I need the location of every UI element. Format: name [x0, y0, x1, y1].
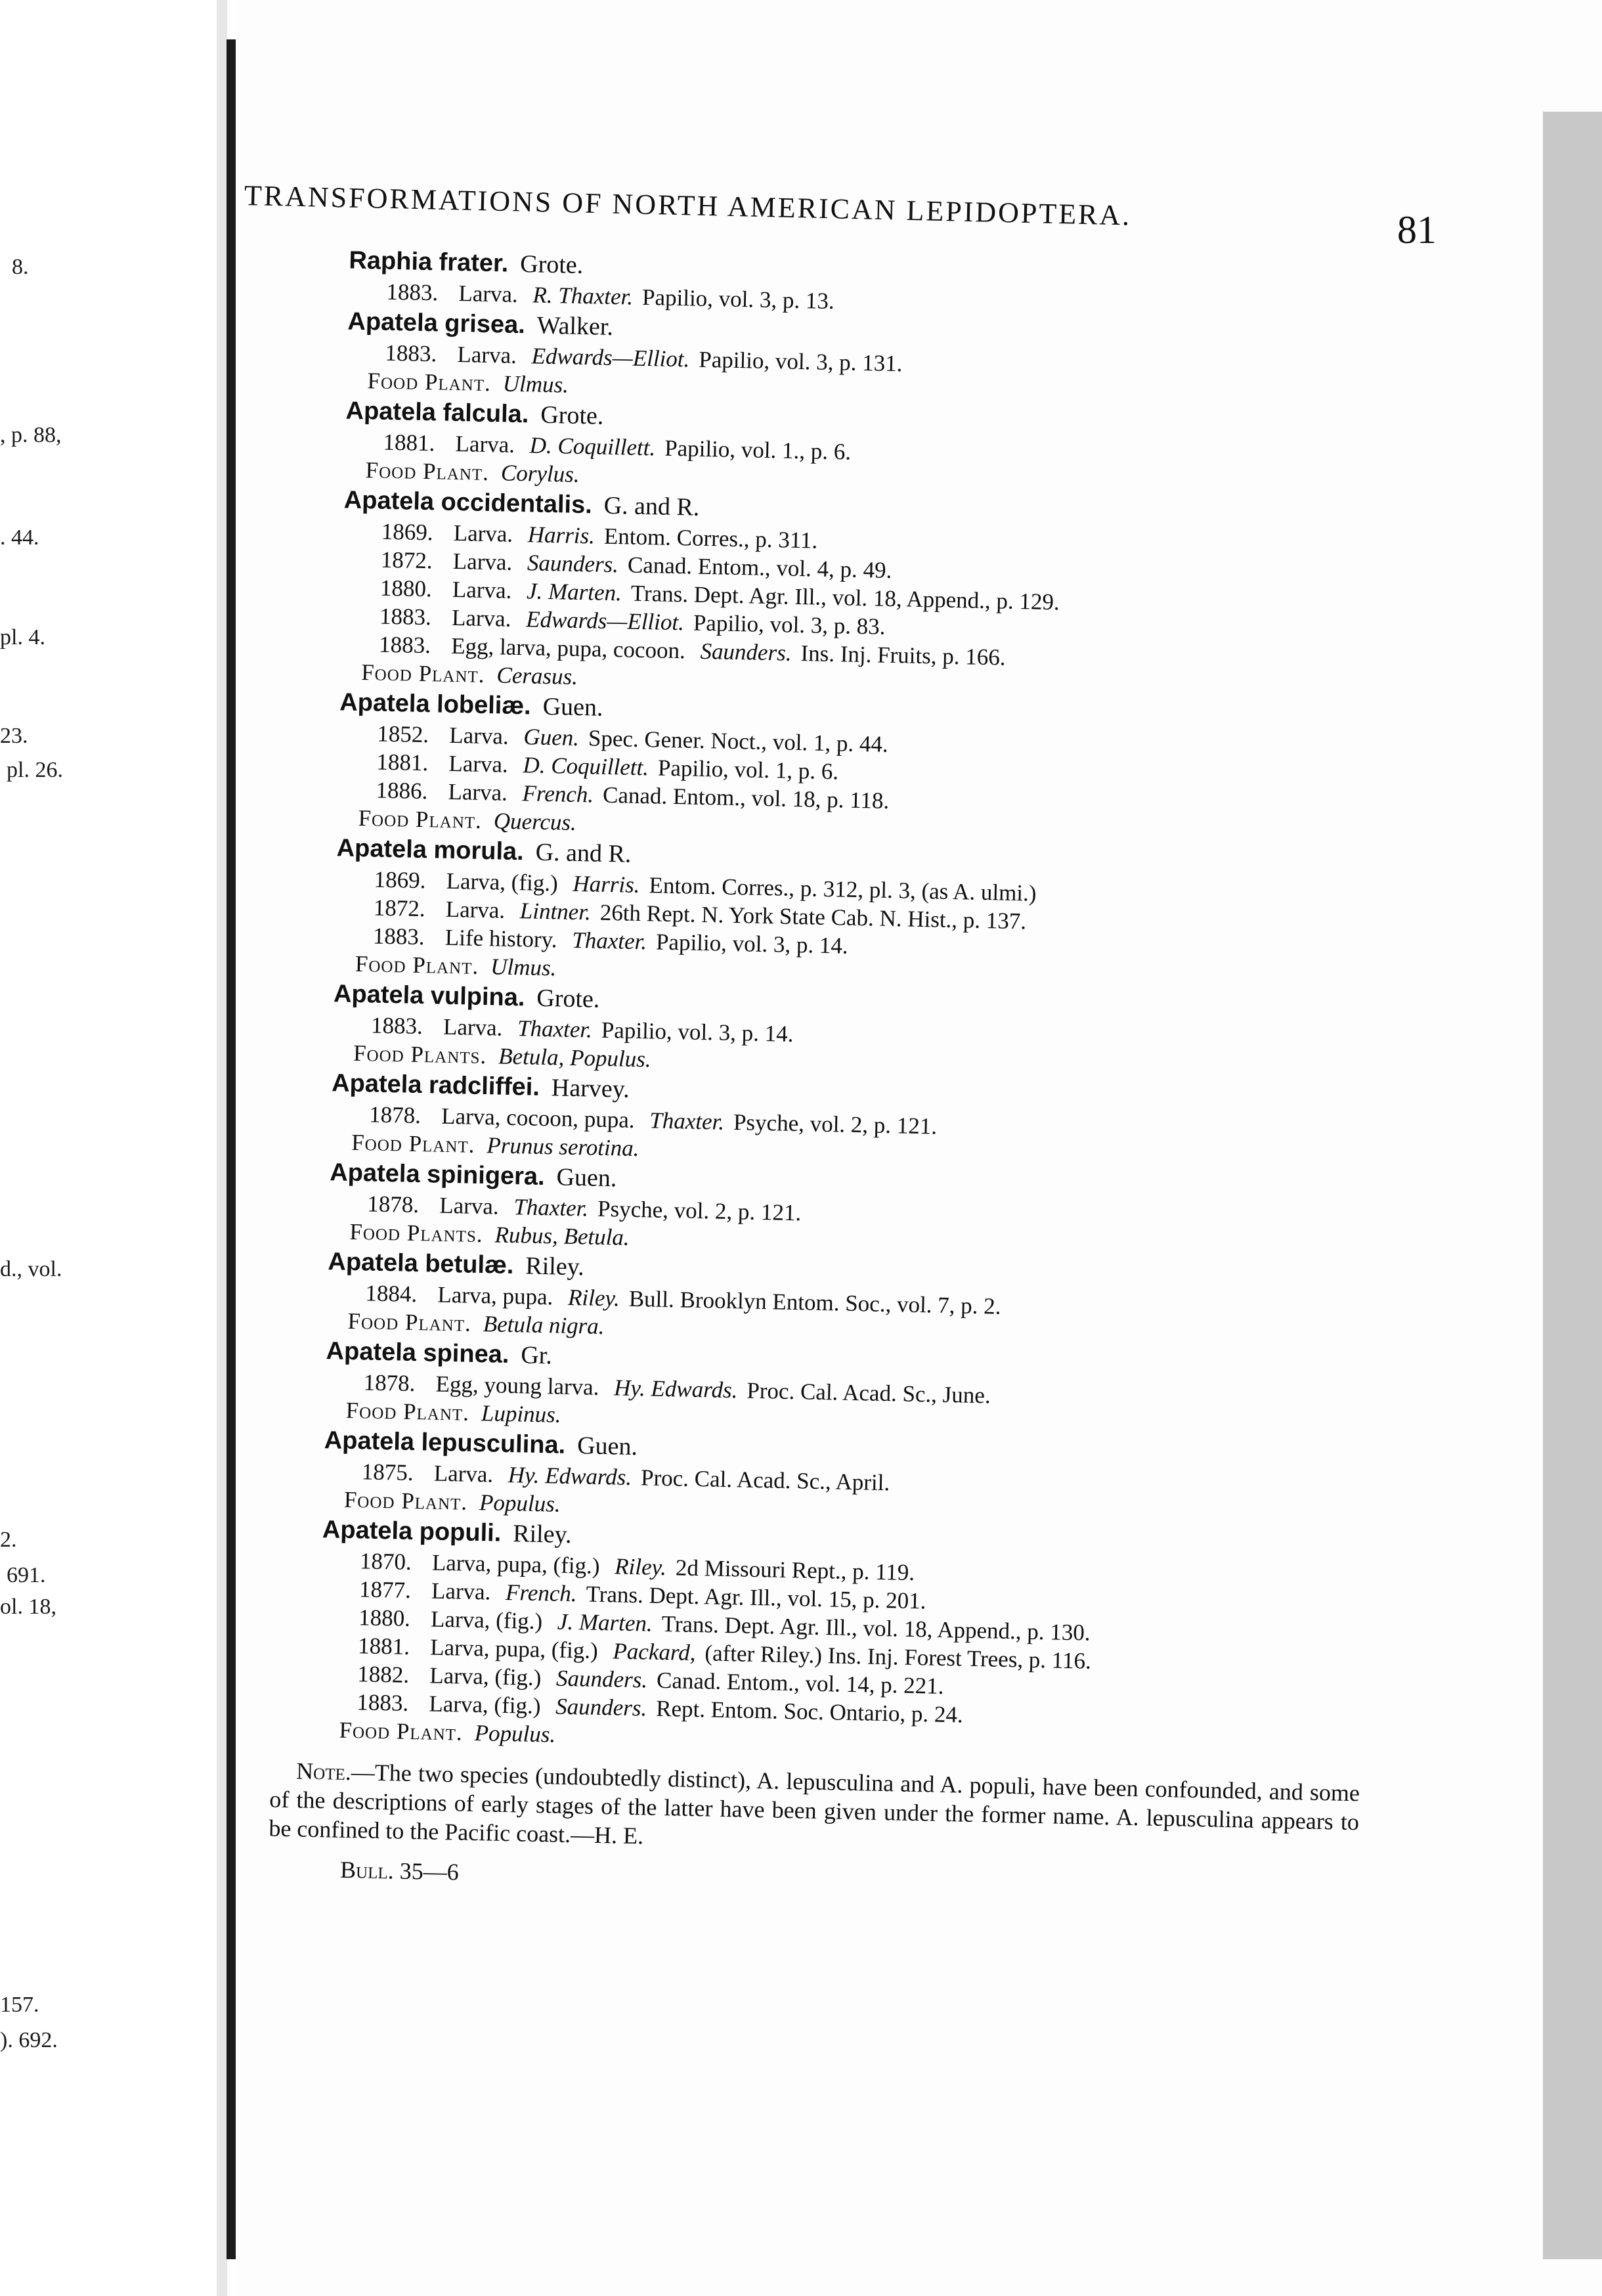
reference-author: Packard,: [613, 1638, 696, 1666]
reference-source: 2d Missouri Rept., p. 119.: [675, 1555, 915, 1585]
reference-source: Canad. Entom., vol. 18, p. 118.: [602, 782, 890, 814]
note-label: Note.: [295, 1757, 352, 1786]
food-plant-name: Betula nigra.: [483, 1311, 605, 1340]
reference-source: Proc. Cal. Acad. Sc., June.: [747, 1377, 991, 1409]
reference-year: 1869.: [374, 866, 426, 894]
species-author: Guen.: [542, 692, 603, 722]
reference-author: D. Coquillett.: [523, 752, 649, 781]
reference-source: Psyche, vol. 2, p. 121.: [733, 1109, 938, 1139]
species-entry: [293, 483, 1413, 709]
reference-author: D. Coquillett.: [529, 432, 656, 461]
reference-year: 1877.: [358, 1576, 412, 1603]
reference-year: 1883.: [385, 340, 437, 367]
reference-source: Entom. Corres., p. 311.: [603, 523, 818, 554]
reference-author: Saunders.: [555, 1665, 648, 1693]
food-plant-label: Food Plants.: [353, 1040, 487, 1069]
food-plant-label: Food Plant.: [365, 457, 490, 486]
food-plant-label: Food Plant.: [358, 805, 483, 833]
species-list: [268, 243, 1418, 1905]
reference-author: Riley.: [567, 1284, 620, 1312]
reference-stage: Larva.: [451, 604, 511, 632]
reference-stage: Larva.: [443, 1013, 503, 1041]
facing-page-strip: [0, 0, 227, 2296]
reference-author: Harris.: [527, 521, 595, 549]
facing-text-fragment: pl. 4.: [0, 625, 45, 650]
reference-author: Saunders.: [527, 550, 619, 578]
reference-source: Bull. Brooklyn Entom. Soc., vol. 7, p. 2.: [628, 1285, 1001, 1319]
species-author: Walker.: [536, 311, 614, 341]
food-plant-name: Ulmus.: [490, 954, 557, 981]
reference-author: R. Thaxter.: [532, 282, 634, 310]
reference-stage: Larva.: [445, 896, 506, 923]
reference-source: (after Riley.) Ins. Inj. Forest Trees, p. 116.: [704, 1640, 1092, 1674]
running-head: TRANSFORMATIONS OF NORTH AMERICAN LEPIDOPTERA.: [244, 179, 1132, 232]
reference-author: Saunders.: [555, 1693, 647, 1721]
reference-source: Rept. Entom. Soc. Ontario, p. 24.: [655, 1695, 964, 1728]
reference-stage: Larva.: [431, 1578, 491, 1605]
facing-text-fragment: ). 692.: [0, 2028, 58, 2052]
note-text: —The two species (undoubtedly distinct), A. lepusculina and A. populi, have been confounded, and some of the descriptions of early stages of the latter have been given under the former name. A. lepusculina appears to be confined to the Pacific coast.—H. E.: [269, 1759, 1360, 1849]
reference-year: 1883.: [357, 1689, 409, 1716]
species-author: Riley.: [525, 1252, 585, 1281]
reference-stage: Larva.: [452, 576, 512, 604]
species-author: Grote.: [519, 250, 584, 279]
facing-text-fragment: d., vol.: [0, 1257, 62, 1281]
species-name: Apatela spinea.: [326, 1337, 509, 1369]
reference-author: J. Marten.: [526, 578, 622, 606]
facing-text-fragment: pl. 26.: [7, 758, 63, 782]
reference-stage: Larva.: [448, 778, 508, 806]
food-plant-name: Rubus, Betula.: [494, 1222, 630, 1250]
food-plant-label: Food Plant.: [339, 1717, 464, 1746]
species-author: G. and R.: [535, 838, 632, 868]
species-name: Apatela vulpina.: [333, 980, 525, 1012]
species-name: Raphia frater.: [349, 246, 509, 278]
reference-year: 1872.: [380, 546, 433, 574]
reference-year: 1886.: [376, 777, 428, 805]
reference-author: Saunders.: [700, 638, 792, 666]
reference-source: Entom. Corres., p. 312, pl. 3, (as A. ulmi.): [649, 872, 1037, 906]
reference-stage: Larva, (fig.): [429, 1690, 541, 1719]
reference-year: 1883.: [379, 603, 432, 630]
binding-gutter-shadow: [217, 0, 227, 2296]
food-plant-name: Corylus.: [500, 460, 580, 487]
reference-year: 1883.: [372, 923, 425, 950]
reference-year: 1881.: [357, 1633, 410, 1660]
facing-text-fragment: , p. 88,: [0, 423, 62, 447]
reference-stage: Larva.: [453, 519, 513, 547]
reference-stage: Larva.: [448, 722, 509, 749]
species-author: Guen.: [556, 1163, 617, 1193]
reference-stage: Life history.: [444, 924, 558, 953]
species-author: Riley.: [512, 1520, 573, 1549]
species-name: Apatela lobeliæ.: [339, 688, 532, 720]
reference-year: 1878.: [366, 1191, 420, 1218]
species-name: Apatela lepusculina.: [324, 1426, 566, 1459]
reference-author: Riley.: [614, 1553, 667, 1581]
reference-source: Papilio, vol. 3, p. 14.: [601, 1017, 794, 1047]
reference-source: Papilio, vol. 1, p. 6.: [657, 755, 839, 785]
editorial-note: [269, 1755, 1360, 1865]
reference-year: 1878.: [363, 1369, 416, 1396]
reference-source: Papilio, vol. 1., p. 6.: [664, 435, 852, 465]
reference-source: Papilio, vol. 3, p. 83.: [693, 609, 886, 640]
reference-stage: Larva.: [458, 280, 519, 307]
facing-text-fragment: 8.: [12, 255, 29, 279]
species-author: Harvey.: [551, 1074, 630, 1103]
reference-source: Canad. Entom., vol. 14, p. 221.: [656, 1667, 944, 1699]
reference-author: Hy. Edwards.: [508, 1461, 632, 1490]
reference-stage: Larva.: [457, 341, 517, 368]
species-name: Apatela populi.: [322, 1516, 502, 1547]
food-plant-label: Food Plant.: [343, 1486, 468, 1515]
reference-source: Papilio, vol. 3, p. 131.: [698, 346, 903, 377]
reference-source: Proc. Cal. Acad. Sc., April.: [640, 1465, 890, 1496]
reference-year: 1880.: [358, 1604, 411, 1631]
reference-stage: Larva.: [452, 548, 513, 575]
reference-stage: Larva, (fig.): [429, 1662, 542, 1691]
reference-source: Spec. Gener. Noct., vol. 1, p. 44.: [588, 725, 889, 757]
reference-year: 1883.: [378, 631, 431, 659]
binding-gutter: [227, 39, 236, 2259]
species-author: Grote.: [536, 984, 600, 1013]
reference-year: 1875.: [361, 1459, 414, 1486]
food-plant-name: Populus.: [474, 1720, 556, 1748]
reference-year: 1882.: [357, 1661, 410, 1688]
reference-stage: Larva, (fig.): [446, 868, 559, 896]
reference-author: French.: [522, 780, 594, 808]
species-author: Gr.: [520, 1341, 553, 1370]
reference-author: Guen.: [523, 724, 580, 751]
reference-year: 1852.: [376, 720, 429, 748]
signature-mark: Bull. 35—6: [339, 1856, 460, 1886]
food-plant-label: Food Plant.: [367, 368, 492, 397]
reference-source: Psyche, vol. 2, p. 121.: [597, 1195, 802, 1226]
species-name: Apatela grisea.: [347, 307, 526, 340]
food-plant-name: Prunus serotina.: [487, 1132, 639, 1162]
reference-source: Ins. Inj. Fruits, p. 166.: [800, 640, 1007, 671]
reference-source: Trans. Dept. Agr. Ill., vol. 15, p. 201.: [586, 1581, 926, 1614]
reference-author: Edwards—Elliot.: [531, 343, 690, 372]
species-author: Grote.: [540, 401, 604, 430]
reference-stage: Larva, cocoon, pupa.: [441, 1103, 636, 1133]
food-plant-name: Betula, Populus.: [498, 1043, 651, 1072]
facing-text-fragment: 691.: [7, 1563, 46, 1587]
reference-author: Thaxter.: [649, 1107, 725, 1135]
facing-text-fragment: . 44.: [0, 525, 39, 550]
reference-author: Harris.: [573, 870, 640, 898]
reference-author: Thaxter.: [571, 927, 647, 955]
facing-text-fragment: 23.: [0, 724, 28, 748]
species-name: Apatela falcula.: [345, 397, 529, 429]
reference-year: 1883.: [386, 278, 439, 306]
reference-author: Thaxter.: [513, 1194, 589, 1222]
reference-author: J. Marten.: [557, 1608, 653, 1637]
species-entry: [287, 831, 1406, 1000]
reference-stage: Larva, pupa, (fig.): [429, 1634, 599, 1664]
species-author: Guen.: [576, 1432, 638, 1461]
reference-stage: Larva, (fig.): [430, 1606, 543, 1635]
reference-stage: Larva.: [455, 430, 515, 458]
food-plant-name: Populus.: [479, 1490, 561, 1517]
page-edge: [1543, 112, 1602, 2259]
species-name: Apatela radcliffei.: [331, 1069, 540, 1101]
page-number: 81: [1397, 208, 1437, 252]
food-plant-name: Quercus.: [493, 808, 577, 835]
food-plant-name: Cerasus.: [496, 662, 578, 690]
facing-text-fragment: 2.: [0, 1528, 17, 1552]
food-plant-label: Food Plant.: [360, 659, 485, 688]
reference-stage: Larva, pupa, (fig.): [431, 1549, 600, 1579]
reference-year: 1881.: [376, 749, 429, 776]
food-plant-label: Food Plant.: [347, 1308, 472, 1336]
facing-text-fragment: ol. 18,: [0, 1595, 56, 1619]
reference-year: 1881.: [383, 429, 435, 456]
reference-source: Trans. Dept. Agr. Ill., vol. 18, Append., p. 130.: [661, 1610, 1091, 1646]
reference-stage: Larva.: [448, 750, 509, 778]
facing-text-fragment: 157.: [0, 1993, 39, 2017]
food-plant-name: Lupinus.: [481, 1400, 561, 1428]
species-author: G. and R.: [603, 491, 700, 521]
reference-author: French.: [505, 1579, 578, 1607]
species-name: Apatela morula.: [336, 834, 525, 866]
reference-stage: Larva.: [439, 1192, 500, 1220]
species-name: Apatela occidentalis.: [343, 486, 593, 519]
reference-stage: Larva.: [433, 1460, 494, 1488]
species-entry: [290, 685, 1408, 854]
food-plant-label: Food Plants.: [349, 1218, 484, 1248]
reference-author: Hy. Edwards.: [613, 1375, 738, 1403]
species-name: Apatela spinigera.: [329, 1159, 546, 1191]
food-plant-label: Food Plant.: [355, 950, 479, 979]
reference-year: 1870.: [359, 1548, 412, 1575]
reference-year: 1869.: [381, 518, 433, 546]
reference-year: 1878.: [368, 1101, 422, 1129]
reference-stage: Egg, young larva.: [435, 1371, 599, 1400]
reference-source: Canad. Entom., vol. 4, p. 49.: [627, 552, 892, 583]
food-plant-name: Ulmus.: [502, 370, 569, 398]
reference-author: Thaxter.: [517, 1015, 593, 1043]
reference-year: 1880.: [379, 575, 433, 602]
species-name: Apatela betulæ.: [328, 1248, 514, 1280]
reference-author: Edwards—Elliot.: [525, 606, 685, 636]
reference-source: Papilio, vol. 3, p. 14.: [655, 929, 849, 959]
reference-stage: Egg, larva, pupa, cocoon.: [450, 632, 686, 664]
food-plant-label: Food Plant.: [351, 1129, 475, 1158]
species-entry: [271, 1512, 1391, 1767]
reference-year: 1884.: [365, 1280, 418, 1308]
reference-stage: Larva, pupa.: [437, 1281, 553, 1310]
reference-source: Trans. Dept. Agr. Ill., vol. 18, Append., p. 129.: [630, 580, 1060, 615]
reference-author: Lintner.: [519, 898, 592, 925]
food-plant-label: Food Plant.: [345, 1397, 470, 1426]
reference-year: 1872.: [373, 894, 425, 922]
reference-year: 1883.: [370, 1012, 423, 1040]
reference-source: 26th Rept. N. York State Cab. N. Hist., p. 137.: [599, 899, 1027, 935]
reference-source: Papilio, vol. 3, p. 13.: [641, 284, 835, 314]
